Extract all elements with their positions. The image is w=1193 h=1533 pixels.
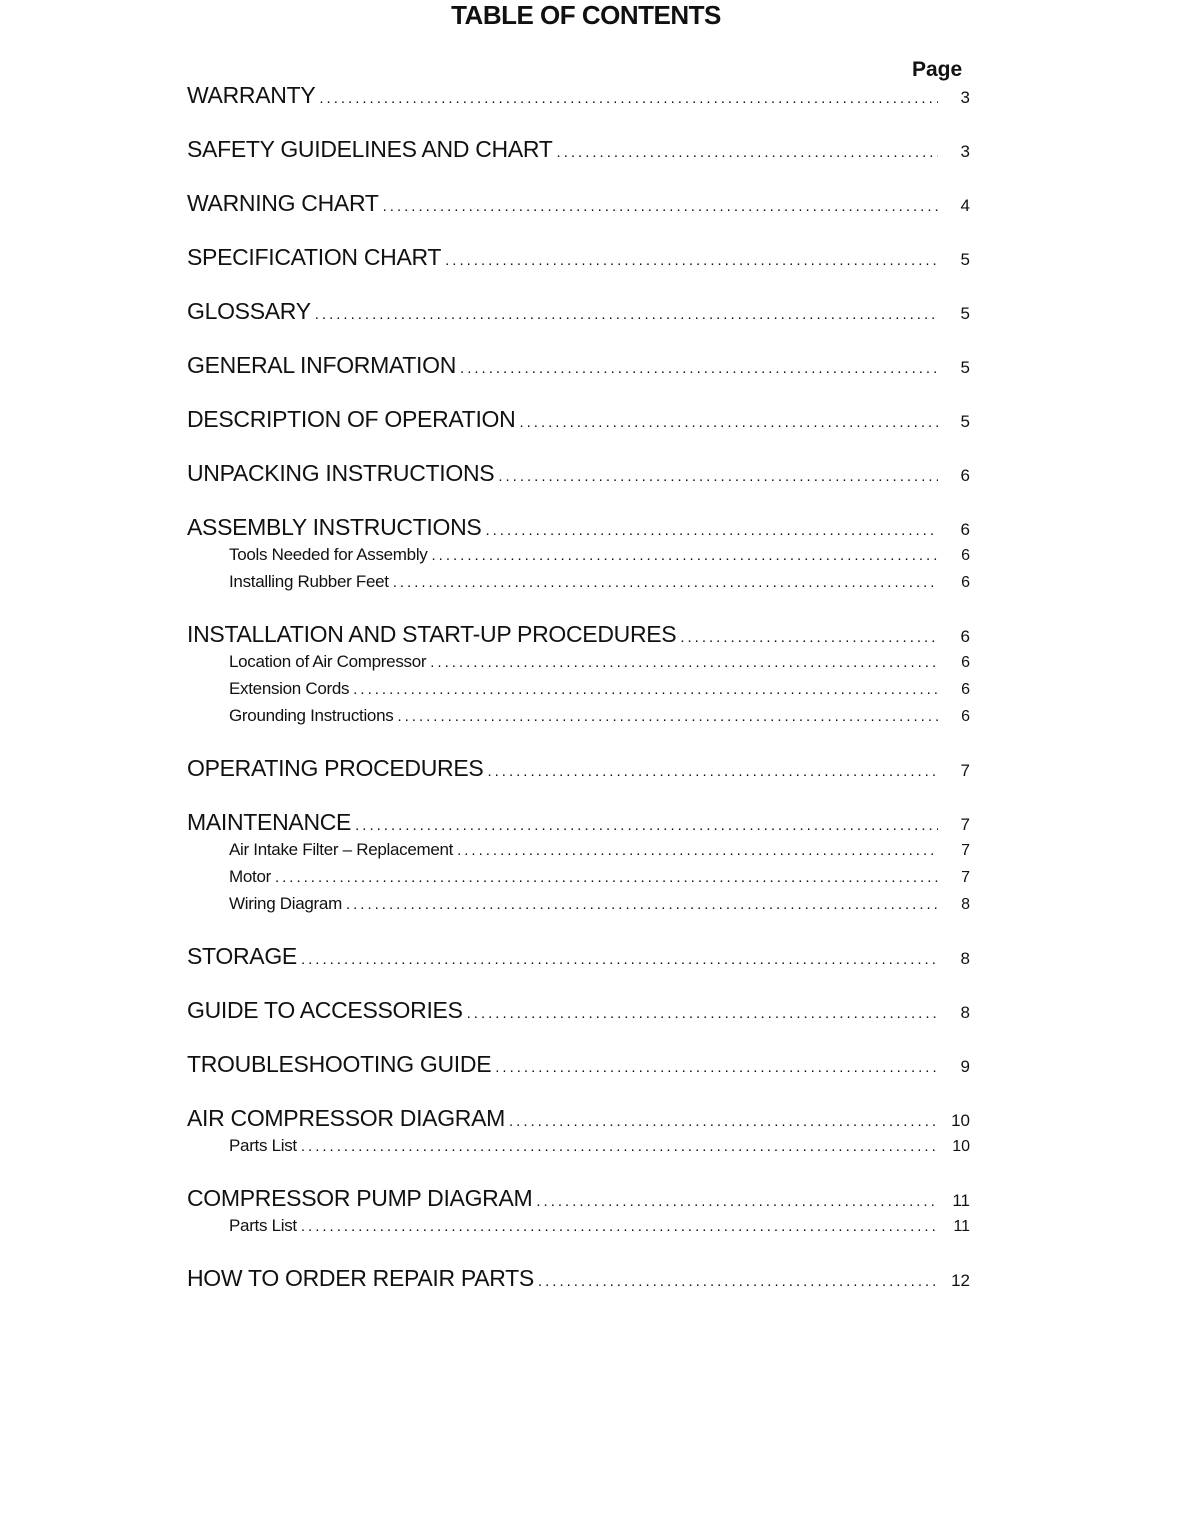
toc-entry-general-information[interactable]	[187, 352, 970, 382]
dot-leader	[487, 763, 938, 780]
dot-leader	[301, 1138, 938, 1155]
toc-label: ASSEMBLY INSTRUCTIONS	[187, 514, 482, 540]
toc-page-number: 6	[960, 627, 970, 646]
toc-label: WARNING CHART	[187, 190, 379, 216]
toc-subentry-parts-list-2[interactable]	[229, 1216, 970, 1240]
toc-subentry-installing-rubber-feet[interactable]	[229, 572, 970, 596]
toc-label: GUIDE TO ACCESSORIES	[187, 997, 463, 1023]
toc-label: Motor	[229, 867, 271, 886]
toc-page-number: 5	[960, 358, 970, 377]
toc-page-number: 7	[961, 869, 970, 886]
toc-label: OPERATING PROCEDURES	[187, 755, 484, 781]
dot-leader	[315, 306, 938, 323]
dot-leader	[346, 896, 938, 913]
toc-label: Wiring Diagram	[229, 894, 342, 913]
dot-leader	[457, 842, 938, 859]
toc-entry-installation-startup[interactable]	[187, 621, 970, 651]
toc-label: GLOSSARY	[187, 298, 311, 324]
toc-label: WARRANTY	[187, 82, 316, 108]
dot-leader	[397, 708, 938, 725]
dot-leader	[319, 90, 938, 107]
toc-page-number: 8	[960, 1003, 970, 1022]
dot-leader	[301, 951, 938, 968]
toc-subentry-motor[interactable]	[229, 867, 970, 891]
toc-page-number: 6	[961, 654, 970, 671]
toc-page-number: 6	[960, 466, 970, 485]
dot-leader	[519, 414, 938, 431]
toc-subentry-grounding-instructions[interactable]	[229, 706, 970, 730]
dot-leader	[393, 574, 938, 591]
toc-page-number: 3	[960, 142, 970, 161]
toc-page-number: 3	[960, 88, 970, 107]
toc-page-number: 7	[960, 761, 970, 780]
toc-page-number: 10	[951, 1111, 970, 1130]
dot-leader	[301, 1218, 938, 1235]
toc-label: STORAGE	[187, 943, 297, 969]
toc-subentry-air-intake-filter[interactable]	[229, 840, 970, 864]
toc-entry-warranty[interactable]	[187, 82, 970, 112]
toc-page-number: 10	[952, 1138, 970, 1155]
toc-label: Tools Needed for Assembly	[229, 545, 428, 564]
dot-leader	[445, 252, 938, 269]
toc-entry-description-of-operation[interactable]	[187, 406, 970, 436]
toc-label: Air Intake Filter – Replacement	[229, 840, 454, 859]
toc-label: UNPACKING INSTRUCTIONS	[187, 460, 495, 486]
dot-leader	[432, 547, 939, 564]
toc-page-number: 9	[960, 1057, 970, 1076]
toc-label: Parts List	[229, 1216, 297, 1235]
toc-label: Installing Rubber Feet	[229, 572, 389, 591]
toc-page-number: 5	[960, 250, 970, 269]
toc-subentry-location-of-air-compressor[interactable]	[229, 652, 970, 676]
toc-page-number: 6	[960, 520, 970, 539]
toc-page-number: 12	[951, 1271, 970, 1290]
toc-entry-how-to-order-repair-parts[interactable]	[187, 1265, 970, 1295]
toc-entry-specification-chart[interactable]	[187, 244, 970, 274]
toc-page-number: 11	[952, 1191, 970, 1210]
toc-entry-guide-to-accessories[interactable]	[187, 997, 970, 1027]
toc-subentry-wiring-diagram[interactable]	[229, 894, 970, 918]
toc-page-number: 6	[961, 547, 970, 564]
page-column-header: Page	[912, 58, 963, 81]
toc-entry-unpacking-instructions[interactable]	[187, 460, 970, 490]
toc-page-number: 5	[960, 304, 970, 323]
toc-label: AIR COMPRESSOR DIAGRAM	[187, 1105, 505, 1131]
toc-page-number: 7	[961, 842, 970, 859]
dot-leader	[495, 1059, 938, 1076]
toc-page-number: 4	[960, 196, 970, 215]
dot-leader	[498, 468, 938, 485]
toc-label: INSTALLATION AND START-UP PROCEDURES	[187, 621, 677, 647]
toc-subentry-extension-cords[interactable]	[229, 679, 970, 703]
toc-label: MAINTENANCE	[187, 809, 352, 835]
toc-page-number: 6	[961, 681, 970, 698]
toc-label: Parts List	[229, 1136, 297, 1155]
toc-entry-compressor-pump-diagram[interactable]	[187, 1185, 970, 1215]
page-title: TABLE OF CONTENTS	[451, 0, 721, 30]
toc-page-number: 6	[961, 708, 970, 725]
toc-entry-maintenance[interactable]	[187, 809, 970, 839]
toc-entry-operating-procedures[interactable]	[187, 755, 970, 785]
toc-label: SAFETY GUIDELINES AND CHART	[187, 136, 553, 162]
toc-page-number: 5	[960, 412, 970, 431]
toc-entry-assembly-instructions[interactable]	[187, 514, 970, 544]
toc-label: Grounding Instructions	[229, 706, 394, 725]
dot-leader	[430, 654, 938, 671]
toc-label: TROUBLESHOOTING GUIDE	[187, 1051, 492, 1077]
toc-entry-glossary[interactable]	[187, 298, 970, 328]
toc-page-number: 11	[953, 1218, 970, 1235]
dot-leader	[509, 1113, 938, 1130]
toc-label: GENERAL INFORMATION	[187, 352, 457, 378]
toc-label: Location of Air Compressor	[229, 652, 427, 671]
toc-page-number: 8	[960, 949, 970, 968]
toc-page-number: 8	[961, 896, 970, 913]
toc-entry-warning-chart[interactable]	[187, 190, 970, 220]
toc-entry-storage[interactable]	[187, 943, 970, 973]
dot-leader	[383, 198, 938, 215]
dot-leader	[538, 1273, 938, 1290]
toc-entry-air-compressor-diagram[interactable]	[187, 1105, 970, 1135]
dot-leader	[557, 144, 938, 161]
dot-leader	[275, 869, 938, 886]
toc-label: SPECIFICATION CHART	[187, 244, 442, 270]
toc-page-number: 7	[960, 815, 970, 834]
toc-subentry-tools-needed[interactable]	[229, 545, 970, 569]
dot-leader	[680, 629, 938, 646]
dot-leader	[467, 1005, 938, 1022]
toc-label: HOW TO ORDER REPAIR PARTS	[187, 1265, 534, 1291]
toc-label: DESCRIPTION OF OPERATION	[187, 406, 516, 432]
toc-subentry-parts-list-1[interactable]	[229, 1136, 970, 1160]
toc-page-number: 6	[961, 574, 970, 591]
dot-leader	[353, 681, 938, 698]
toc-label: Extension Cords	[229, 679, 350, 698]
toc-label: COMPRESSOR PUMP DIAGRAM	[187, 1185, 533, 1211]
dot-leader	[460, 360, 938, 377]
toc-entry-troubleshooting-guide[interactable]	[187, 1051, 970, 1081]
dot-leader	[485, 522, 938, 539]
toc-entry-safety-guidelines[interactable]	[187, 136, 970, 166]
dot-leader	[355, 817, 938, 834]
dot-leader	[536, 1193, 938, 1210]
